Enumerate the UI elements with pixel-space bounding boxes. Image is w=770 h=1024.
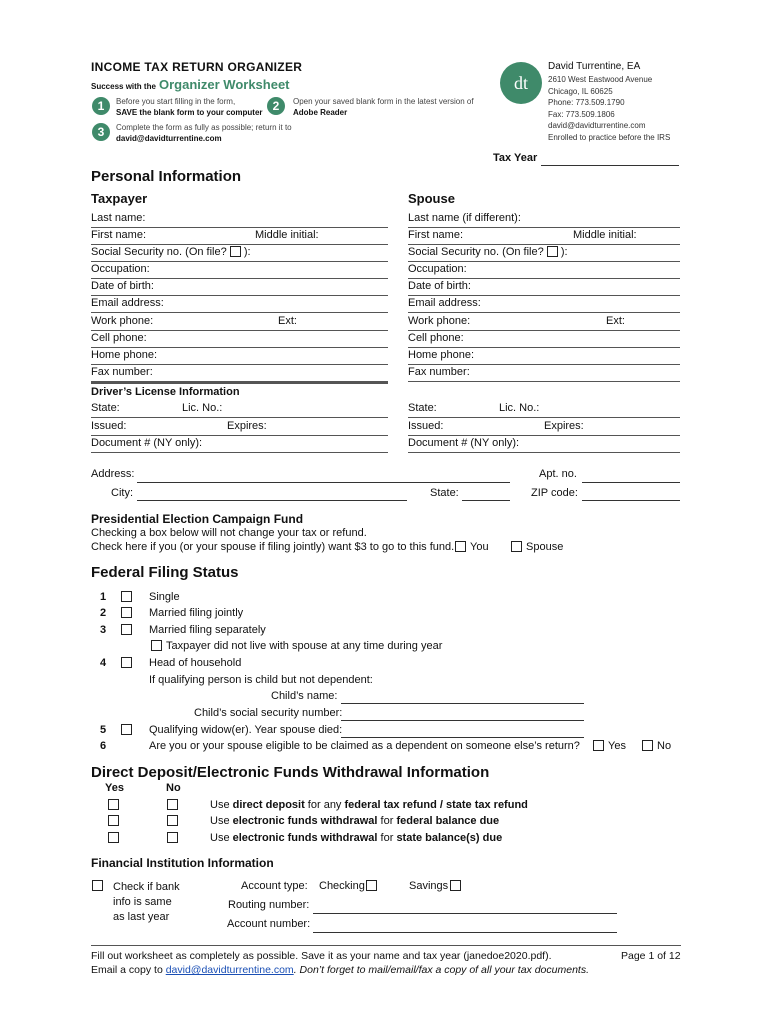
taxpayer-work-phone-label: Work phone: (91, 315, 154, 327)
taxpayer-fax-field[interactable] (91, 364, 388, 382)
filing-mfs-checkbox[interactable] (121, 624, 132, 635)
step-3-badge: 3 (92, 123, 110, 141)
address-field[interactable] (137, 482, 510, 483)
tax-year-field[interactable] (541, 165, 679, 166)
spouse-cell-phone-field[interactable] (408, 330, 680, 348)
financial-institution-title: Financial Institution Information (91, 856, 274, 870)
campaign-spouse-checkbox[interactable] (511, 541, 522, 552)
direct-deposit-title: Direct Deposit/Electronic Funds Withdrawal Information (91, 764, 490, 781)
filing-widow-checkbox[interactable] (121, 724, 132, 735)
taxpayer-heading: Taxpayer (91, 191, 148, 206)
spouse-middle-initial-label: Middle initial: (573, 229, 637, 241)
filing-widow-label: Qualifying widow(er). Year spouse died: (149, 724, 343, 736)
firm-block (548, 60, 670, 143)
account-type-label: Account type: (241, 880, 308, 892)
withdrawal-federal-yes-checkbox[interactable] (108, 815, 119, 826)
spouse-dob-label: Date of birth: (408, 280, 471, 292)
step-3-text (116, 122, 292, 144)
taxpayer-first-name-label: First name: (91, 229, 147, 241)
spouse-ssn-field[interactable] (408, 244, 680, 262)
firm-fax: Fax: 773.509.1806 (548, 109, 615, 119)
success-brand: Organizer Worksheet (158, 77, 290, 92)
savings-checkbox[interactable] (450, 880, 461, 891)
step-1-text (116, 96, 263, 118)
spouse-occupation-field[interactable] (408, 261, 680, 279)
taxpayer-occupation-field[interactable] (91, 261, 388, 279)
state-label: State: (430, 487, 459, 499)
savings-label: Savings (409, 880, 449, 892)
checking-label: Checking (319, 880, 365, 892)
spouse-dob-field[interactable] (408, 278, 680, 296)
step-1-line1: Before you start filling in the form, (116, 97, 236, 106)
dependent-no-checkbox[interactable] (642, 740, 653, 751)
spouse-dl-expires-label: Expires: (544, 420, 584, 432)
firm-address2: Chicago, IL 60625 (548, 86, 613, 96)
spouse-fax-field[interactable] (408, 364, 680, 382)
step-1-line2: SAVE the blank form to your computer (116, 108, 263, 117)
filing-mfs-label: Married filing separately (149, 624, 266, 636)
taxpayer-dl-issued-field[interactable] (91, 418, 388, 436)
withdrawal-state-no-checkbox[interactable] (167, 832, 178, 843)
firm-phone: Phone: 773.509.1790 (548, 98, 625, 107)
checking-checkbox[interactable] (366, 880, 377, 891)
childs-name-label: Child’s name: (271, 690, 338, 702)
spouse-fax-label: Fax number: (408, 366, 470, 378)
same-bank-line2: info is same (113, 896, 172, 908)
section-divider (91, 382, 388, 384)
filing-status-title: Federal Filing Status (91, 564, 239, 581)
drivers-license-title: Driver’s License Information (91, 386, 240, 398)
filing-not-live-checkbox[interactable] (151, 640, 162, 651)
step-3-line1: Complete the form as fully as possible; return it to (116, 123, 292, 132)
taxpayer-work-phone-field[interactable] (91, 313, 388, 331)
widow-year-field[interactable] (341, 737, 584, 738)
footer-line1: Fill out worksheet as completely as possible. Save it as your name and tax year (janedoe2020.pdf). (91, 950, 552, 962)
firm-email: david@davidturrentine.com (548, 121, 646, 130)
filing-option-3-num: 3 (100, 624, 107, 636)
spouse-dl-issued-label: Issued: (408, 420, 444, 432)
taxpayer-ssn-onfile-checkbox[interactable] (230, 246, 241, 257)
address-label: Address: (91, 468, 135, 480)
taxpayer-dob-label: Date of birth: (91, 280, 154, 292)
spouse-work-phone-label: Work phone: (408, 315, 471, 327)
step-2-line2: Adobe Reader (293, 108, 348, 117)
withdrawal-federal-no-checkbox[interactable] (167, 815, 178, 826)
campaign-you-label: You (470, 541, 489, 553)
spouse-dl-document-label: Document # (NY only): (408, 437, 520, 449)
taxpayer-last-name-label: Last name: (91, 212, 146, 224)
filing-not-live-label: Taxpayer did not live with spouse at any time during year (166, 640, 443, 652)
spouse-first-name-field[interactable] (408, 227, 680, 245)
taxpayer-dl-expires-label: Expires: (227, 420, 267, 432)
childs-ssn-field[interactable] (341, 720, 584, 721)
taxpayer-home-phone-field[interactable] (91, 347, 388, 365)
routing-label: Routing number: (228, 899, 310, 911)
taxpayer-ssn-field[interactable] (91, 244, 388, 262)
childs-ssn-label: Child’s social security number: (194, 707, 343, 719)
taxpayer-cell-phone-label: Cell phone: (91, 332, 147, 344)
filing-hoh-label: Head of household (149, 657, 242, 669)
filing-mfj-checkbox[interactable] (121, 607, 132, 618)
filing-hoh-checkbox[interactable] (121, 657, 132, 668)
step-2-line1: Open your saved blank form in the latest version of (293, 97, 474, 106)
same-bank-line1: Check if bank (113, 881, 180, 893)
deposit-yes-header: Yes (105, 782, 124, 794)
taxpayer-cell-phone-field[interactable] (91, 330, 388, 348)
filing-single-checkbox[interactable] (121, 591, 132, 602)
taxpayer-last-name-field[interactable] (91, 210, 388, 228)
same-bank-line3: as last year (113, 911, 170, 923)
spouse-ssn-label: Social Security no. (On file? ): (408, 246, 568, 258)
spouse-dl-state-field[interactable] (408, 400, 680, 418)
childs-name-field[interactable] (341, 703, 584, 704)
dependent-yes-label: Yes (608, 740, 626, 752)
spouse-work-phone-field[interactable] (408, 313, 680, 331)
firm-address1: 2610 West Eastwood Avenue (548, 75, 653, 84)
firm-enrolled: Enrolled to practice before the IRS (548, 132, 671, 142)
spouse-ssn-onfile-checkbox[interactable] (547, 246, 558, 257)
campaign-you-checkbox[interactable] (455, 541, 466, 552)
apt-label: Apt. no. (539, 468, 577, 480)
firm-logo-text: dt (513, 73, 528, 93)
campaign-line2: Check here if you (or your spouse if filing jointly) want $3 to go to this fund. (91, 541, 455, 553)
city-field[interactable] (137, 500, 407, 501)
taxpayer-dl-document-label: Document # (NY only): (91, 437, 203, 449)
filing-option-6-num: 6 (100, 740, 107, 752)
spouse-home-phone-label: Home phone: (408, 349, 475, 361)
footer-email-link[interactable]: david@davidturrentine.com (165, 964, 294, 976)
zip-field[interactable] (582, 500, 680, 501)
taxpayer-fax-label: Fax number: (91, 366, 153, 378)
taxpayer-dl-licno-label: Lic. No.: (182, 402, 223, 414)
same-bank-checkbox[interactable] (92, 880, 103, 891)
spouse-occupation-label: Occupation: (408, 263, 467, 275)
taxpayer-home-phone-label: Home phone: (91, 349, 158, 361)
filing-qualifying-child-label: If qualifying person is child but not dependent: (149, 674, 373, 686)
spouse-email-label: Email address: (408, 297, 481, 309)
spouse-dl-state-label: State: (408, 402, 437, 414)
filing-single-label: Single (149, 591, 180, 603)
page-number: Page 1 of 12 (621, 950, 681, 962)
taxpayer-dl-state-label: State: (91, 402, 120, 414)
spouse-last-name-label: Last name (if different): (408, 212, 521, 224)
personal-info-title: Personal Information (91, 168, 242, 185)
account-number-label: Account number: (227, 918, 311, 930)
filing-option-1-num: 1 (100, 591, 107, 603)
success-prefix: Success with the (91, 82, 156, 91)
withdrawal-federal-label: Use electronic funds withdrawal for federal balance due (210, 815, 500, 827)
filing-mfj-label: Married filing jointly (149, 607, 244, 619)
taxpayer-occupation-label: Occupation: (91, 263, 150, 275)
withdrawal-state-label: Use electronic funds withdrawal for state balance(s) due (210, 832, 503, 844)
success-line (91, 77, 290, 92)
filing-option-4-num: 4 (100, 657, 107, 669)
footer-line2: Email a copy to david@davidturrentine.com. Don’t forget to mail/email/fax a copy of all your tax documents. (91, 964, 589, 976)
zip-label: ZIP code: (531, 487, 578, 499)
step-2-text (293, 96, 474, 118)
campaign-spouse-label: Spouse (526, 541, 564, 553)
apt-field[interactable] (582, 482, 680, 483)
taxpayer-dob-field[interactable] (91, 278, 388, 296)
deposit-refund-label: Use direct deposit for any federal tax refund / state tax refund (210, 799, 528, 811)
footer-divider (91, 945, 681, 946)
routing-field[interactable] (313, 913, 617, 914)
spouse-last-name-field[interactable] (408, 210, 680, 228)
step-2-badge: 2 (267, 97, 285, 115)
step-3-line2: david@davidturrentine.com (116, 134, 222, 143)
campaign-title: Presidential Election Campaign Fund (91, 512, 304, 526)
organizer-title: INCOME TAX RETURN ORGANIZER (91, 60, 303, 74)
dependent-no-label: No (657, 740, 672, 752)
taxpayer-ssn-label: Social Security no. (On file? ): (91, 246, 251, 258)
deposit-refund-no-checkbox[interactable] (167, 799, 178, 810)
taxpayer-ext-label: Ext: (278, 315, 297, 327)
spouse-dl-issued-field[interactable] (408, 418, 680, 436)
tax-year-label: Tax Year (493, 152, 538, 164)
spouse-dl-licno-label: Lic. No.: (499, 402, 540, 414)
taxpayer-middle-initial-label: Middle initial: (255, 229, 319, 241)
filing-dependent-label: Are you or your spouse eligible to be claimed as a dependent on someone else’s return? (149, 740, 580, 752)
firm-logo (500, 62, 542, 104)
spouse-first-name-label: First name: (408, 229, 464, 241)
taxpayer-dl-issued-label: Issued: (91, 420, 127, 432)
withdrawal-state-yes-checkbox[interactable] (108, 832, 119, 843)
spouse-heading: Spouse (408, 191, 455, 206)
spouse-ext-label: Ext: (606, 315, 625, 327)
taxpayer-email-label: Email address: (91, 297, 164, 309)
state-field[interactable] (462, 500, 510, 501)
filing-option-5-num: 5 (100, 724, 107, 736)
same-bank-label (113, 880, 180, 925)
filing-option-2-num: 2 (100, 607, 107, 619)
deposit-refund-yes-checkbox[interactable] (108, 799, 119, 810)
taxpayer-email-field[interactable] (91, 295, 388, 313)
taxpayer-dl-state-field[interactable] (91, 400, 388, 418)
spouse-dl-document-field[interactable] (408, 435, 680, 453)
step-1-badge: 1 (92, 97, 110, 115)
dependent-yes-checkbox[interactable] (593, 740, 604, 751)
taxpayer-dl-document-field[interactable] (91, 435, 388, 453)
firm-name: David Turrentine, EA (548, 61, 641, 72)
taxpayer-first-name-field[interactable] (91, 227, 388, 245)
city-label: City: (111, 487, 133, 499)
spouse-email-field[interactable] (408, 295, 680, 313)
spouse-cell-phone-label: Cell phone: (408, 332, 464, 344)
spouse-home-phone-field[interactable] (408, 347, 680, 365)
account-number-field[interactable] (313, 932, 617, 933)
deposit-no-header: No (166, 782, 181, 794)
campaign-line1: Checking a box below will not change your tax or refund. (91, 527, 367, 539)
